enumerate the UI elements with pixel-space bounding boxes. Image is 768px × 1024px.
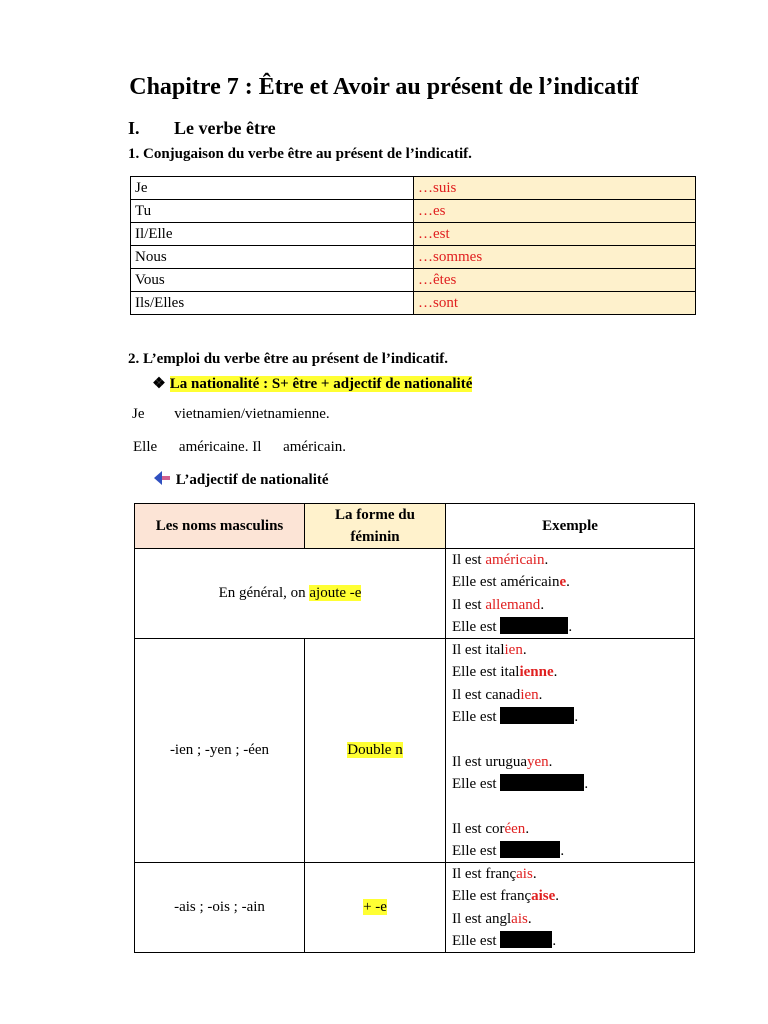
form-cell: …êtes — [414, 269, 696, 292]
header-masculine: Les noms masculins — [135, 504, 305, 549]
conjugation-table — [130, 176, 696, 315]
table-row — [131, 200, 696, 223]
rule-cell: En général, on ajoute -e — [135, 549, 446, 639]
subsection-heading-1: 1. Conjugaison du verbe être au présent de l’indicatif. — [128, 146, 472, 162]
table-row — [135, 863, 695, 953]
feminine-cell: + -e — [305, 863, 446, 953]
form-cell: …sont — [414, 292, 696, 315]
example-line-1 — [132, 406, 330, 423]
pronoun-cell: Je — [131, 177, 414, 200]
pronoun-cell: Tu — [131, 200, 414, 223]
form-cell: …est — [414, 223, 696, 246]
rule-cell: -ien ; -yen ; -éen — [135, 639, 305, 863]
nationality-rule: La nationalité : S+ être + adjectif de nationalité — [169, 376, 473, 392]
example-text: américaine. Il — [178, 439, 262, 455]
header-feminine: La forme du féminin — [305, 504, 446, 549]
pronoun-cell: Ils/Elles — [131, 292, 414, 315]
adjective-heading — [154, 471, 329, 490]
table-row — [131, 177, 696, 200]
table-row — [135, 639, 695, 863]
example-line-2 — [133, 439, 346, 456]
redacted-answer — [500, 931, 552, 948]
example-text: vietnamien/vietnamienne. — [174, 406, 330, 422]
example-cell: Il est américain. Elle est américaine. Il est allemand. Elle est . — [446, 549, 695, 639]
example-cell: Il est italien. Elle est italienne. Il est canadien. Elle est . Il est uruguayen. Elle est . Il est coréen. Elle est . — [446, 639, 695, 863]
nationality-bullet — [152, 374, 472, 393]
subsection-heading-2: 2. L’emploi du verbe être au présent de l’indicatif. — [128, 351, 448, 367]
pronoun-cell: Vous — [131, 269, 414, 292]
arrow-bullet-icon — [154, 471, 172, 490]
redacted-answer — [500, 617, 568, 634]
table-row — [131, 246, 696, 269]
form-cell: …suis — [414, 177, 696, 200]
form-cell: …sommes — [414, 246, 696, 269]
section-label: Le verbe être — [174, 118, 276, 138]
redacted-answer — [500, 774, 584, 791]
feminine-cell: Double n — [305, 639, 446, 863]
form-cell: …es — [414, 200, 696, 223]
table-row — [135, 549, 695, 639]
header-example: Exemple — [446, 504, 695, 549]
example-cell: Il est français. Elle est française. Il est anglais. Elle est . — [446, 863, 695, 953]
pronoun-cell: Il/Elle — [131, 223, 414, 246]
table-row — [131, 269, 696, 292]
adjective-heading-text: L’adjectif de nationalité — [175, 472, 329, 488]
example-text: américain. — [283, 439, 346, 455]
redacted-answer — [500, 841, 560, 858]
table-row — [131, 223, 696, 246]
table-header-row — [135, 504, 695, 549]
example-subject: Je — [132, 406, 145, 422]
example-subject: Elle — [133, 439, 158, 455]
rule-cell: -ais ; -ois ; -ain — [135, 863, 305, 953]
section-number: I. — [128, 118, 140, 138]
redacted-answer — [500, 707, 574, 724]
table-row — [131, 292, 696, 315]
diamond-bullet-icon: ❖ — [152, 376, 166, 392]
section-heading — [128, 118, 276, 139]
nationality-table — [134, 503, 695, 953]
pronoun-cell: Nous — [131, 246, 414, 269]
page-title: Chapitre 7 : Être et Avoir au présent de l’indicatif — [129, 74, 639, 100]
